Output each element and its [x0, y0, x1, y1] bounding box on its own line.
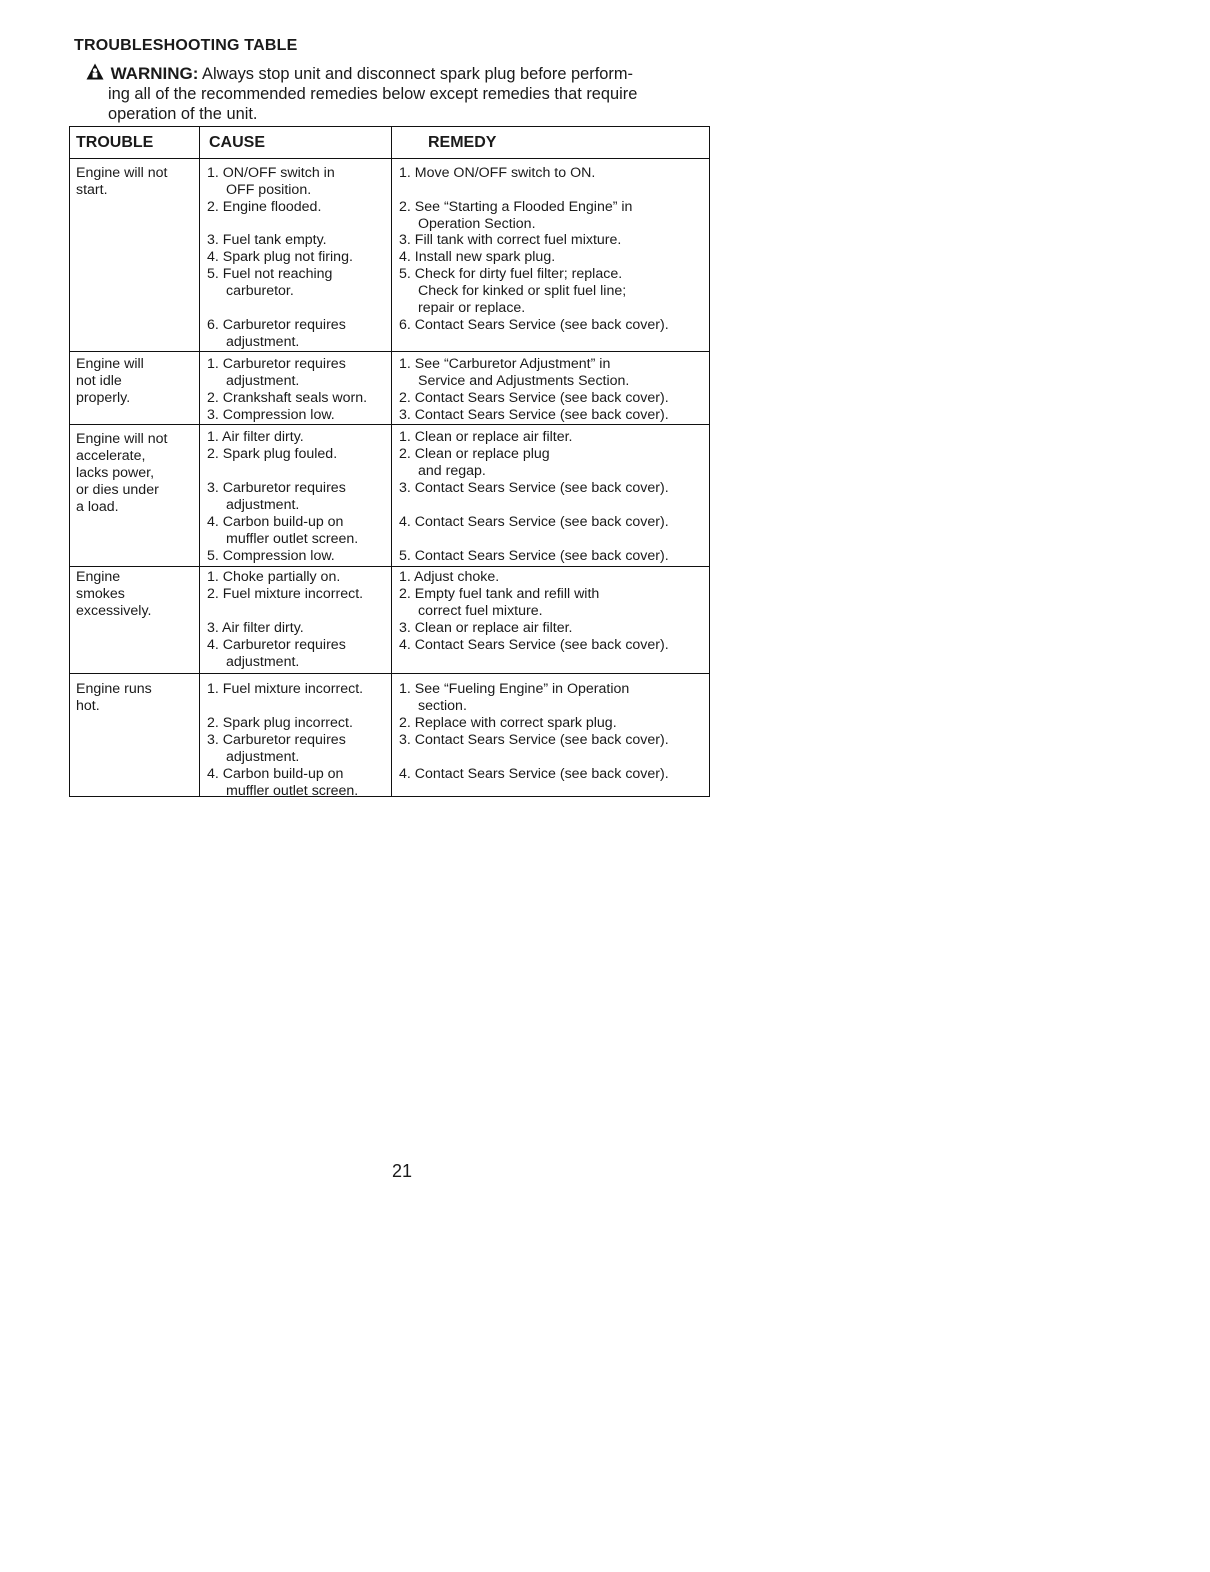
- item-text: 1. Clean or replace air filter.: [399, 429, 573, 445]
- cause-cell: [207, 199, 397, 216]
- cause-cell: [207, 715, 397, 732]
- warning-text-line-3: operation of the unit.: [108, 105, 258, 123]
- item-text: 1. Carburetor requires: [207, 356, 346, 372]
- item-text: 2. Replace with correct spark plug.: [399, 715, 617, 731]
- row-divider: [70, 673, 709, 674]
- page-number: 21: [392, 1161, 413, 1181]
- item-text: 2. Contact Sears Service (see back cover).: [399, 390, 669, 406]
- item-text: 4. Install new spark plug.: [399, 249, 556, 265]
- item-text: 4. Contact Sears Service (see back cover).: [399, 766, 669, 782]
- item-text: 4. Contact Sears Service (see back cover).: [399, 514, 669, 530]
- trouble-text: Engine will: [76, 356, 144, 372]
- header-remedy: REMEDY: [428, 134, 497, 151]
- trouble-cell: [76, 681, 194, 715]
- remedy-cell: [399, 199, 709, 233]
- item-text-continued: adjustment.: [226, 654, 300, 670]
- list-item: [399, 232, 709, 249]
- list-item: [207, 548, 397, 565]
- trouble-text: not idle: [76, 373, 122, 389]
- item-text: 3. Fill tank with correct fuel mixture.: [399, 232, 622, 248]
- list-item: [207, 165, 397, 199]
- item-text: 4. Contact Sears Service (see back cover).: [399, 637, 669, 653]
- warning-notice: [86, 63, 704, 124]
- item-text-continued: OFF position.: [226, 182, 312, 198]
- remedy-cell: [399, 249, 709, 266]
- remedy-cell: [399, 317, 709, 334]
- item-text: 1. Move ON/OFF switch to ON.: [399, 165, 596, 181]
- trouble-cell: [76, 356, 194, 407]
- trouble-cell: [76, 569, 194, 620]
- remedy-cell: [399, 681, 709, 715]
- list-item: [207, 569, 397, 586]
- list-item: [399, 266, 709, 317]
- item-text: 3. Compression low.: [207, 407, 335, 423]
- list-item: [399, 407, 709, 424]
- remedy-cell: [399, 165, 709, 182]
- warning-label: WARNING:: [110, 64, 199, 83]
- list-item: [399, 446, 709, 480]
- item-text: 3. Contact Sears Service (see back cover).: [399, 732, 669, 748]
- item-text: 2. Crankshaft seals worn.: [207, 390, 368, 406]
- list-item: [207, 715, 397, 732]
- list-item: [399, 429, 709, 446]
- list-item: [399, 317, 709, 334]
- item-text: 2. Spark plug incorrect.: [207, 715, 353, 731]
- list-item: [207, 317, 397, 351]
- remedy-cell: [399, 407, 709, 424]
- item-text-continued: Operation Section.: [418, 216, 536, 232]
- item-text: 3. Carburetor requires: [207, 480, 346, 496]
- cause-cell: [207, 620, 397, 637]
- cause-cell: [207, 356, 397, 390]
- item-text: 4. Spark plug not firing.: [207, 249, 353, 265]
- trouble-text: start.: [76, 182, 108, 198]
- item-text: 1. Fuel mixture incorrect.: [207, 681, 364, 697]
- cause-cell: [207, 266, 397, 300]
- item-text: 1. ON/OFF switch in: [207, 165, 335, 181]
- remedy-cell: [399, 586, 709, 620]
- header-trouble: TROUBLE: [76, 134, 154, 151]
- item-text-continued: adjustment.: [226, 334, 300, 350]
- list-item: [399, 165, 709, 182]
- cause-cell: [207, 766, 397, 800]
- cause-cell: [207, 429, 397, 446]
- item-text-continued: correct fuel mixture.: [418, 603, 543, 619]
- remedy-cell: [399, 732, 709, 749]
- list-item: [207, 514, 397, 548]
- remedy-cell: [399, 429, 709, 446]
- list-item: [399, 356, 709, 390]
- item-text: 1. See “Fueling Engine” in Operation: [399, 681, 630, 697]
- item-text-continued: and regap.: [418, 463, 486, 479]
- list-item: [207, 390, 397, 407]
- list-item: [207, 429, 397, 446]
- item-text: 4. Carbon build-up on: [207, 766, 344, 782]
- cause-cell: [207, 480, 397, 514]
- list-item: [207, 356, 397, 390]
- warning-first-line: [86, 63, 704, 84]
- item-text: 3. Contact Sears Service (see back cover).: [399, 407, 669, 423]
- list-item: [399, 766, 709, 783]
- trouble-text: or dies under: [76, 482, 159, 498]
- warning-text-line-2: ing all of the recommended remedies below except remedies that require: [108, 85, 638, 103]
- list-item: [399, 732, 709, 749]
- list-item: [207, 446, 397, 463]
- header-cause: CAUSE: [209, 134, 266, 151]
- list-item: [207, 620, 397, 637]
- trouble-text: Engine: [76, 569, 121, 585]
- list-item: [399, 681, 709, 715]
- warning-triangle-icon: [86, 63, 104, 80]
- remedy-cell: [399, 620, 709, 637]
- column-divider: [199, 127, 200, 796]
- remedy-cell: [399, 766, 709, 783]
- item-text: 2. Engine flooded.: [207, 199, 322, 215]
- cause-cell: [207, 390, 397, 407]
- list-item: [399, 199, 709, 233]
- list-item: [399, 637, 709, 654]
- item-text-continued: adjustment.: [226, 373, 300, 389]
- trouble-text: accelerate,: [76, 448, 146, 464]
- item-text-continued: repair or replace.: [418, 300, 526, 316]
- list-item: [207, 199, 397, 216]
- remedy-cell: [399, 569, 709, 586]
- list-item: [207, 766, 397, 800]
- cause-cell: [207, 548, 397, 565]
- item-text: 2. Clean or replace plug: [399, 446, 550, 462]
- troubleshooting-table: [69, 126, 710, 797]
- list-item: [207, 681, 397, 698]
- cause-cell: [207, 514, 397, 548]
- item-text: 1. Choke partially on.: [207, 569, 341, 585]
- trouble-cell: [76, 431, 194, 516]
- remedy-cell: [399, 637, 709, 654]
- item-text: 2. Spark plug fouled.: [207, 446, 338, 462]
- item-text: 1. Adjust choke.: [399, 569, 500, 585]
- list-item: [207, 732, 397, 766]
- item-text: 4. Carbon build-up on: [207, 514, 344, 530]
- list-item: [399, 480, 709, 497]
- trouble-cell: [76, 165, 194, 199]
- item-text: 4. Carburetor requires: [207, 637, 346, 653]
- remedy-cell: [399, 232, 709, 249]
- list-item: [399, 548, 709, 565]
- item-text: 6. Contact Sears Service (see back cover).: [399, 317, 669, 333]
- row-divider: [70, 351, 709, 352]
- list-item: [207, 249, 397, 266]
- item-text: 5. Contact Sears Service (see back cover).: [399, 548, 669, 564]
- item-text-continued: carburetor.: [226, 283, 294, 299]
- list-item: [207, 480, 397, 514]
- item-text: 2. Empty fuel tank and refill with: [399, 586, 600, 602]
- list-item: [399, 390, 709, 407]
- item-text-continued: Check for kinked or split fuel line;: [418, 283, 627, 299]
- page-title: TROUBLESHOOTING TABLE: [74, 37, 298, 54]
- item-text-continued: adjustment.: [226, 497, 300, 513]
- item-text: 3. Clean or replace air filter.: [399, 620, 573, 636]
- cause-cell: [207, 232, 397, 249]
- cause-cell: [207, 407, 397, 424]
- item-text: 1. Air filter dirty.: [207, 429, 304, 445]
- item-text: 3. Air filter dirty.: [207, 620, 304, 636]
- item-text: 5. Fuel not reaching: [207, 266, 333, 282]
- row-divider: [70, 424, 709, 425]
- header-divider: [70, 158, 709, 159]
- trouble-text: properly.: [76, 390, 131, 406]
- item-text-continued: Service and Adjustments Section.: [418, 373, 630, 389]
- list-item: [399, 569, 709, 586]
- remedy-cell: [399, 514, 709, 531]
- remedy-cell: [399, 266, 709, 317]
- cause-cell: [207, 446, 397, 463]
- cause-cell: [207, 681, 397, 698]
- list-item: [399, 514, 709, 531]
- list-item: [207, 266, 397, 300]
- cause-cell: [207, 732, 397, 766]
- cause-cell: [207, 249, 397, 266]
- item-text-continued: adjustment.: [226, 749, 300, 765]
- item-text: 3. Contact Sears Service (see back cover).: [399, 480, 669, 496]
- remedy-cell: [399, 390, 709, 407]
- list-item: [399, 715, 709, 732]
- trouble-text: Engine will not: [76, 165, 168, 181]
- cause-cell: [207, 637, 397, 671]
- item-text-continued: section.: [418, 698, 467, 714]
- list-item: [207, 637, 397, 671]
- item-text: 2. See “Starting a Flooded Engine” in: [399, 199, 633, 215]
- warning-text-line-1: Always stop unit and disconnect spark plug before perform-: [202, 65, 633, 83]
- list-item: [207, 407, 397, 424]
- item-text: 3. Carburetor requires: [207, 732, 346, 748]
- item-text: 5. Compression low.: [207, 548, 335, 564]
- item-text-continued: muffler outlet screen.: [226, 531, 359, 547]
- cause-cell: [207, 586, 397, 603]
- list-item: [207, 586, 397, 603]
- trouble-text: smokes: [76, 586, 125, 602]
- item-text-continued: muffler outlet screen.: [226, 783, 359, 799]
- trouble-text: excessively.: [76, 603, 152, 619]
- trouble-text: a load.: [76, 499, 119, 515]
- remedy-cell: [399, 480, 709, 497]
- trouble-text: Engine runs: [76, 681, 152, 697]
- cause-cell: [207, 165, 397, 199]
- item-text: 3. Fuel tank empty.: [207, 232, 327, 248]
- item-text: 5. Check for dirty fuel filter; replace.: [399, 266, 623, 282]
- trouble-text: hot.: [76, 698, 100, 714]
- item-text: 1. See “Carburetor Adjustment” in: [399, 356, 611, 372]
- cause-cell: [207, 569, 397, 586]
- list-item: [399, 620, 709, 637]
- list-item: [207, 232, 397, 249]
- row-divider: [70, 566, 709, 567]
- remedy-cell: [399, 446, 709, 480]
- trouble-text: Engine will not: [76, 431, 168, 447]
- list-item: [399, 586, 709, 620]
- remedy-cell: [399, 715, 709, 732]
- remedy-cell: [399, 548, 709, 565]
- trouble-text: lacks power,: [76, 465, 155, 481]
- item-text: 2. Fuel mixture incorrect.: [207, 586, 364, 602]
- item-text: 6. Carburetor requires: [207, 317, 346, 333]
- remedy-cell: [399, 356, 709, 390]
- list-item: [399, 249, 709, 266]
- cause-cell: [207, 317, 397, 351]
